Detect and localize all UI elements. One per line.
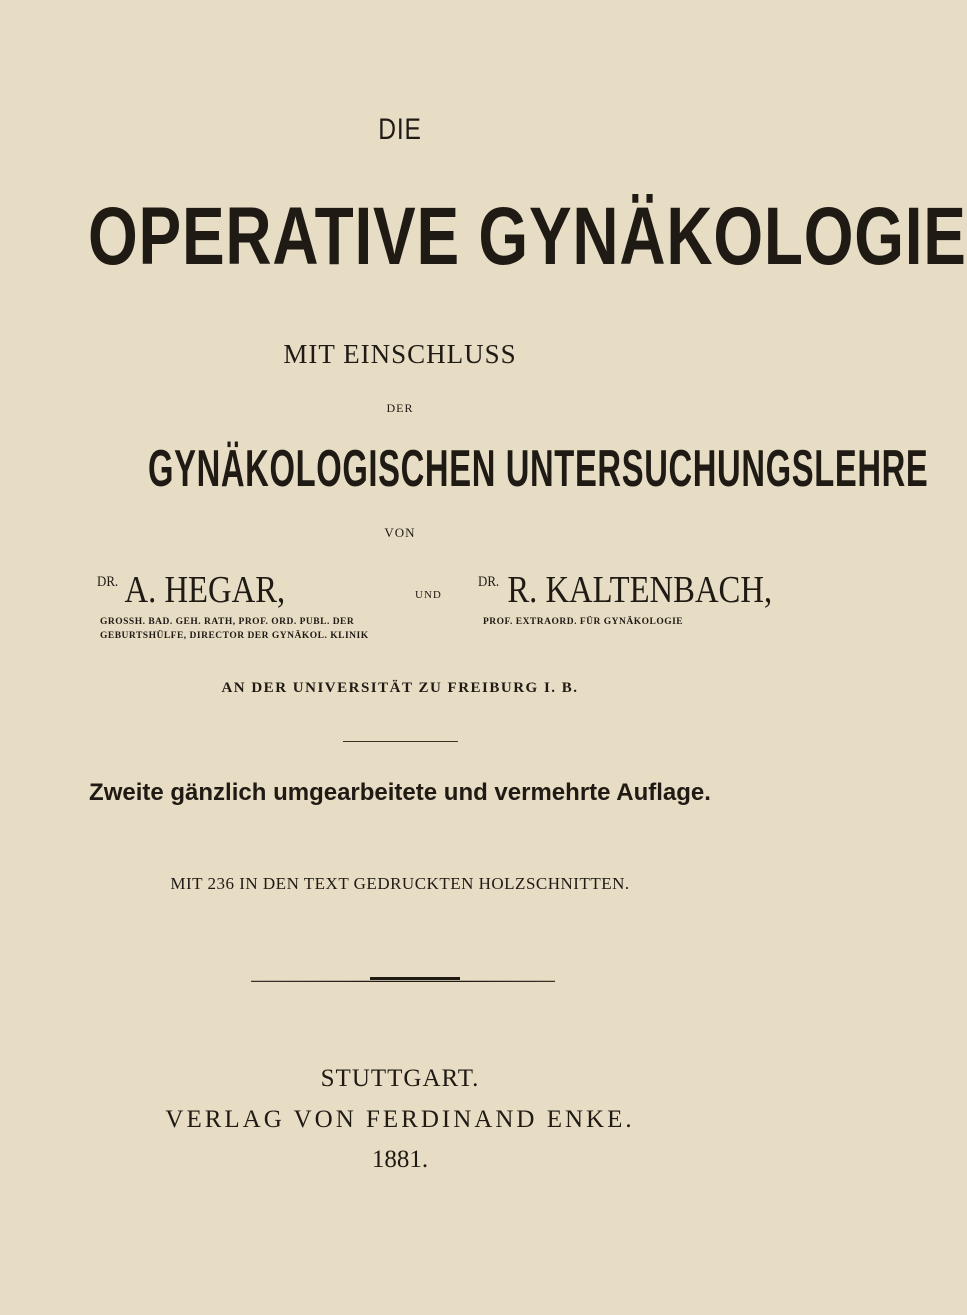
author-2-credentials: PROF. EXTRAORD. FÜR GYNÄKOLOGIE — [483, 617, 684, 627]
by-label: VON — [384, 525, 416, 540]
author-2-name: R. KALTENBACH, — [507, 569, 773, 611]
author-1-title: DR. — [97, 574, 119, 590]
edition-line: Zweite gänzlich umgearbeitete und vermehrte Auflage. — [89, 779, 711, 806]
subtitle-intro: MIT EINSCHLUSS — [283, 339, 517, 369]
author-1-credentials-line-1: GROSSH. BAD. GEH. RATH, PROF. ORD. PUBL. DER — [100, 617, 355, 627]
author-2 — [478, 568, 772, 612]
main-title: OPERATIVE GYNÄKOLOGIE — [88, 191, 967, 282]
publisher-city: STUTTGART. — [320, 1065, 480, 1092]
divider-short — [343, 741, 458, 742]
illustrations-line: MIT 236 IN DEN TEXT GEDRUCKTEN HOLZSCHNITTEN. — [170, 874, 630, 893]
subtitle: GYNÄKOLOGISCHEN UNTERSUCHUNGSLEHRE — [148, 440, 929, 498]
author-1-credentials-line-2: GEBURTSHÜLFE, DIRECTOR DER GYNÄKOL. KLINIK — [100, 631, 369, 641]
divider-ornament-thick — [370, 977, 460, 980]
subtitle-article: DER — [386, 401, 414, 415]
university-line: AN DER UNIVERSITÄT ZU FREIBURG I. B. — [221, 680, 579, 696]
author-1 — [97, 568, 285, 612]
publication-year: 1881. — [371, 1146, 429, 1173]
author-1-name: A. HEGAR, — [124, 569, 286, 611]
and-label: UND — [415, 589, 442, 601]
author-2-title: DR. — [478, 574, 500, 590]
title-article: DIE — [378, 113, 422, 146]
publisher-name: VERLAG VON FERDINAND ENKE. — [165, 1106, 635, 1133]
